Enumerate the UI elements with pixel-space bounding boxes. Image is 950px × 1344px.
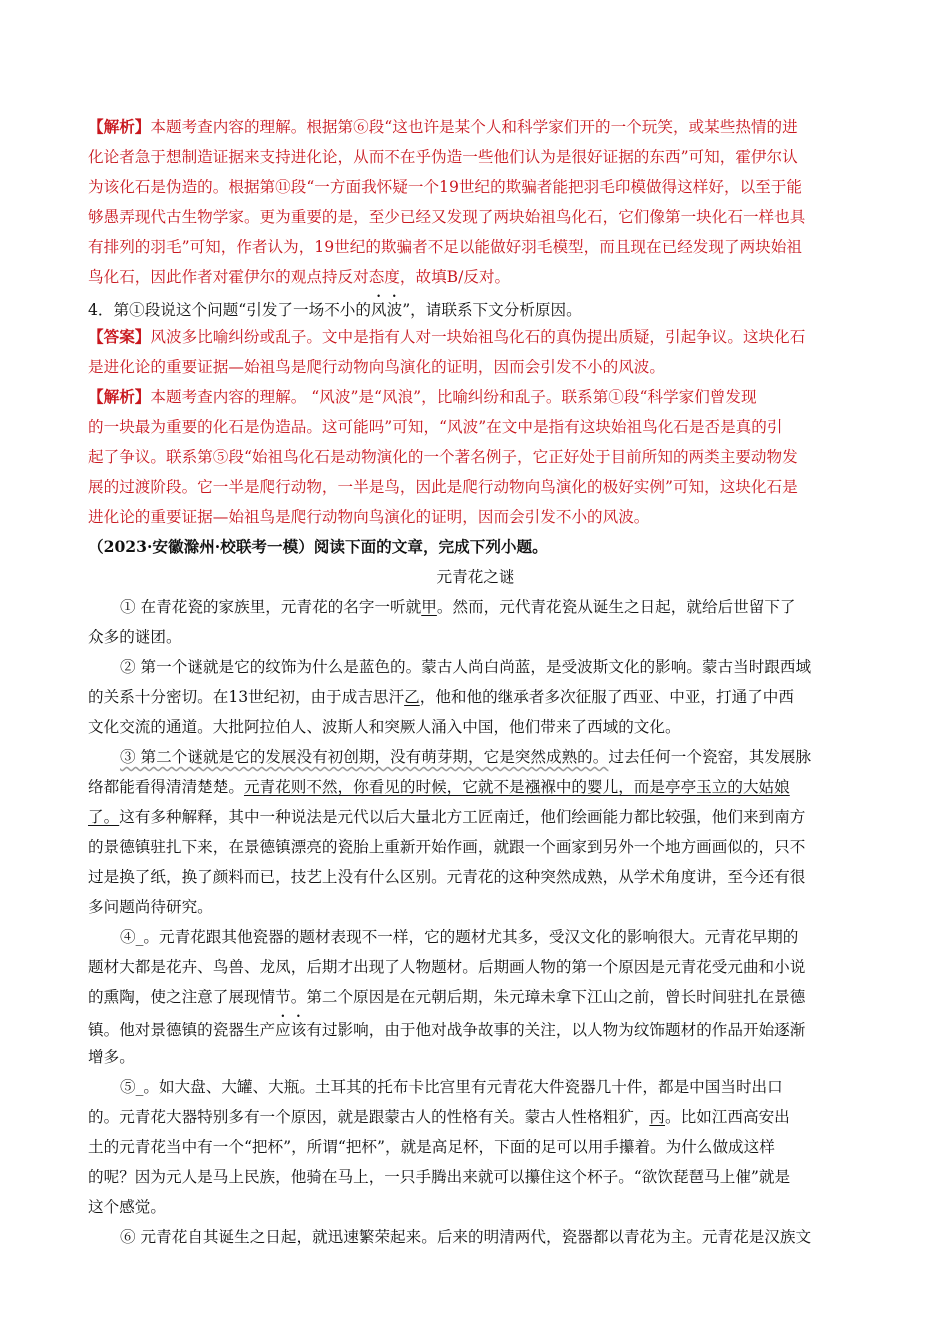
blank-yi: 乙 — [404, 688, 420, 706]
emphasized-word: 应该 — [275, 1021, 307, 1039]
analysis-block-4 — [88, 382, 863, 532]
analysis-text: 为该化石是伪造的。根据第⑪段“一方面我怀疑一个19世纪的欺骗者能把羽毛印模做得这样好，以至于能 — [88, 178, 802, 196]
analysis-text: 本题考查内容的理解。根据第⑥段“这也许是某个人和科学家们开的一个玩笑，或某些热情的进 — [150, 118, 798, 136]
answer-block-4 — [88, 322, 863, 382]
analysis-tag: 【解析】 — [88, 117, 151, 136]
blank-jia: 甲 — [421, 598, 437, 616]
blank-bing: 丙 — [649, 1108, 665, 1126]
emphasized-word: 风波 — [371, 301, 403, 319]
paragraph-4: ④_。元青花跟其他瓷器的题材表现不一样，它的题材尤其多，受汉文化的影响很大。元青花早期的 题材大都是花卉、鸟兽、龙凤，后期才出现了人物题材。后期画人物的第一个原因是元青花受元曲和小说 的熏陶，使之注意了展现情节。第二个原因是在元朝后期，朱元璋未拿下江山之前，曾长时间驻扎在景德 镇。他对景德镇的瓷器生产应该有过影响，由于他对战争故事的关注，以人物为纹饰题材的作品开始逐渐 增多。 — [88, 928, 806, 1066]
analysis-text: 进化论的重要证据—始祖鸟是爬行动物向鸟演化的证明，因而会引发不小的风波。 — [88, 508, 650, 526]
paragraph-5: ⑤_。如大盘、大罐、大瓶。土耳其的托布卡比宫里有元青花大件瓷器几十件，都是中国当时出口 的。元青花大器特别多有一个原因，就是跟蒙古人的性格有关。蒙古人性格粗犷，丙。比如江西高安出 土的元青花当中有一个“把杯”，所谓“把杯”，就是高足杯，下面的足可以用手攥着。为什么做成这样 的呢？因为元人是马上民族，他骑在马上，一只手腾出来就可以攥住这个杯子。“欲饮琵琶马上催”就是 这个感觉。 — [88, 1078, 791, 1216]
analysis-block-1 — [88, 112, 863, 292]
answer-tag: 【答案】 — [88, 327, 151, 346]
question-4: 4．第①段说这个问题“引发了一场不小的风波”，请联系下文分析原因。 — [88, 301, 582, 319]
analysis-tag: 【解析】 — [88, 387, 151, 406]
article-title: 元青花之谜 — [436, 568, 515, 586]
answer-text: 风波多比喻纠纷或乱子。文中是指有人对一块始祖鸟化石的真伪提出质疑，引起争议。这块化石 — [150, 328, 806, 346]
analysis-text: 够愚弄现代古生物学家。更为重要的是，至少已经又发现了两块始祖鸟化石，它们像第一块化石一样也具 — [88, 208, 806, 226]
paragraph-6: ⑥ 元青花自其诞生之日起，就迅速繁荣起来。后来的明清两代，瓷器都以青花为主。元青花是汉族文 — [120, 1228, 812, 1246]
paragraph-2: ② 第一个谜就是它的纹饰为什么是蓝色的。蒙古人尚白尚蓝，是受波斯文化的影响。蒙古当时跟西域 的关系十分密切。在13世纪初，由于成吉思汗乙，他和他的继承者多次征服了西亚、中亚，打通了中西 文化交流的通道。大批阿拉伯人、波斯人和突厥人涌入中国，他们带来了西域的文化。 — [88, 658, 812, 736]
exam-source-line: （2023·安徽滁州·校联考一模）阅读下面的文章，完成下列小题。 — [88, 537, 548, 556]
analysis-text: 起了争议。联系第⑤段“始祖鸟化石是动物演化的一个著名例子，它正好处于目前所知的两类主要动物发 — [88, 448, 798, 466]
analysis-text: 鸟化石，因此作者对霍伊尔的观点持反对态度，故填B/反对。 — [88, 268, 511, 286]
answer-text: 是进化论的重要证据—始祖鸟是爬行动物向鸟演化的证明，因而会引发不小的风波。 — [88, 358, 665, 376]
wavy-underlined-sentence: ③ 第二个谜就是它的发展没有初创期，没有萌芽期，它是突然成熟的。 — [120, 748, 609, 766]
analysis-text: 的一块最为重要的化石是伪造品。这可能吗”可知，“风波”在文中是指有这块始祖鸟化石是否是真的引 — [88, 418, 783, 436]
underlined-sentence-end: 了。 — [88, 808, 120, 826]
analysis-text: 有排列的羽毛”可知，作者认为，19世纪的欺骗者不足以能做好羽毛模型，而且现在已经发现了两块始祖 — [88, 238, 802, 256]
document-page — [88, 112, 863, 1252]
paragraph-1: ① 在青花瓷的家族里，元青花的名字一听就甲。然而，元代青花瓷从诞生之日起，就给后世留下了 众多的谜团。 — [88, 598, 796, 646]
analysis-text: 本题考查内容的理解。 “风波”是“风浪”，比喻纠纷和乱子。联系第①段“科学家们曾发现 — [150, 388, 757, 406]
analysis-text: 化论者急于想制造证据来支持进化论，从而不在乎伪造一些他们认为是很好证据的东西”可知，霍伊尔认 — [88, 148, 798, 166]
analysis-text: 展的过渡阶段。它一半是爬行动物，一半是鸟，因此是爬行动物向鸟演化的极好实例”可知，这块化石是 — [88, 478, 798, 496]
underlined-sentence: 元青花则不然，你看见的时候，它就不是襁褓中的婴儿，而是亭亭玉立的大姑娘 — [243, 778, 790, 796]
paragraph-3: ③ 第二个谜就是它的发展没有初创期，没有萌芽期，它是突然成熟的。过去任何一个瓷窑，其发展脉 络都能看得清清楚楚。元青花则不然，你看见的时候，它就不是襁褓中的婴儿，而是亭亭玉立的大姑娘 了。这有多种解释，其中一种说法是元代以后大量北方工匠南迁，他们绘画能力都比较强，他们来到南方 的景德镇驻扎下来，在景德镇漂亮的瓷胎上重新开始作画，就跟一个画家到另外一个地方画画似的，只不 过是换了纸，换了颜料而已，技艺上没有什么区别。元青花的这种突然成熟，从学术角度讲，至今还有很 多问题尚待研究。 — [88, 748, 812, 916]
